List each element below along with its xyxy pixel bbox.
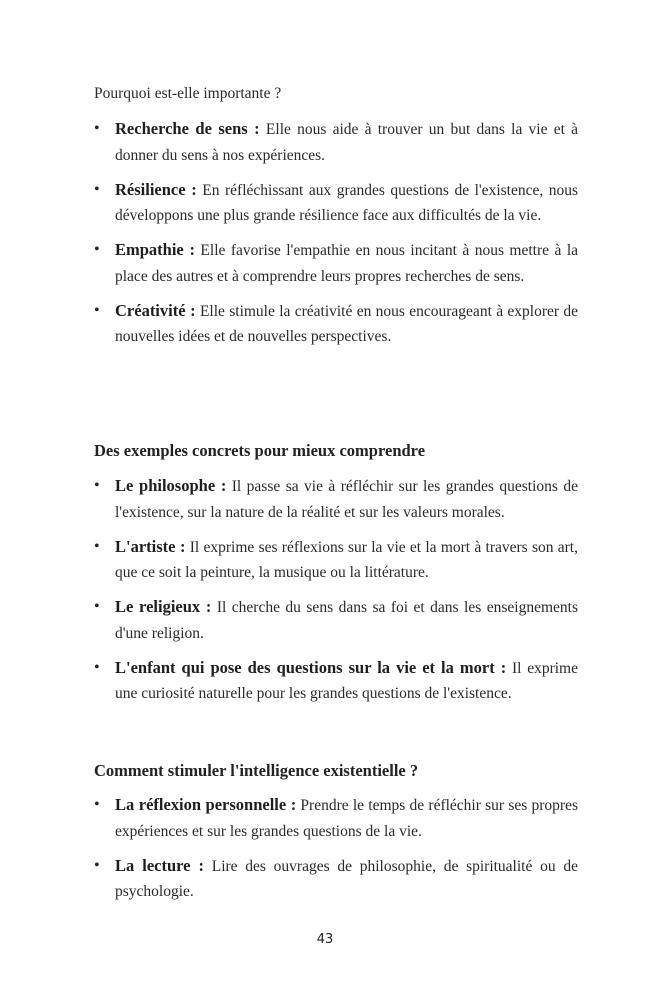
item-term: Le religieux : — [115, 597, 212, 616]
item-text: Prendre le temps de réfléchir sur ses propres expériences et sur les grandes questions de la vie. — [115, 797, 578, 840]
intro-line: Pourquoi est-elle importante ? — [94, 85, 282, 102]
list-item — [94, 594, 578, 646]
item-text: Elle favorise l'empathie en nous incitant à nous mettre à la place des autres et à comprendre leurs propres recherches de sens. — [115, 242, 578, 285]
item-term: L'artiste : — [115, 536, 186, 556]
item-term: Recherche de sens : — [115, 119, 260, 138]
list-item — [94, 237, 578, 289]
list-item — [94, 298, 578, 350]
item-term: La réflexion personnelle : — [115, 795, 297, 814]
section-heading-stimulate: Comment stimuler l'intelligence existentielle ? — [94, 761, 419, 780]
item-text: Il passe sa vie à réfléchir sur les grandes questions de l'existence, sur la nature de la réalité et sur les valeurs morales. — [115, 478, 578, 521]
item-term: Résilience : — [115, 179, 197, 199]
item-term: Créativité : — [115, 300, 196, 320]
page-number: 43 — [316, 932, 334, 947]
list-item — [94, 534, 578, 586]
examples-list — [94, 473, 578, 715]
item-text: Lire des ouvrages de philosophie, de spiritualité ou de psychologie. — [115, 857, 578, 900]
section-heading-examples: Des exemples concrets pour mieux comprendre — [94, 441, 426, 460]
list-item — [94, 473, 578, 525]
item-term: Empathie : — [115, 240, 195, 259]
importance-list — [94, 116, 578, 358]
item-text: Elle nous aide à trouver un but dans la vie et à donner du sens à nos expériences. — [115, 121, 579, 164]
item-text: Elle stimule la créativité en nous encourageant à explorer de nouvelles idées et de nouvelles perspectives. — [115, 302, 578, 345]
item-text: En réfléchissant aux grandes questions de l'existence, nous développons une plus grande résilience face aux difficultés de la vie. — [115, 181, 579, 224]
list-item — [94, 655, 578, 707]
stimulate-list — [94, 792, 578, 913]
list-item — [94, 116, 578, 168]
list-item — [94, 853, 578, 905]
list-item — [94, 792, 578, 844]
item-text: Il exprime une curiosité naturelle pour les grandes questions de l'existence. — [115, 659, 578, 702]
list-item — [94, 177, 578, 229]
item-text: Il exprime ses réflexions sur la vie et la mort à travers son art, que ce soit la peinture, la musique ou la littérature. — [115, 538, 578, 581]
item-term: Le philosophe : — [115, 476, 227, 495]
item-text: Il cherche du sens dans sa foi et dans les enseignements d'une religion. — [115, 599, 578, 642]
item-term: La lecture : — [115, 855, 204, 875]
item-term: L'enfant qui pose des questions sur la vie et la mort : — [115, 657, 507, 677]
